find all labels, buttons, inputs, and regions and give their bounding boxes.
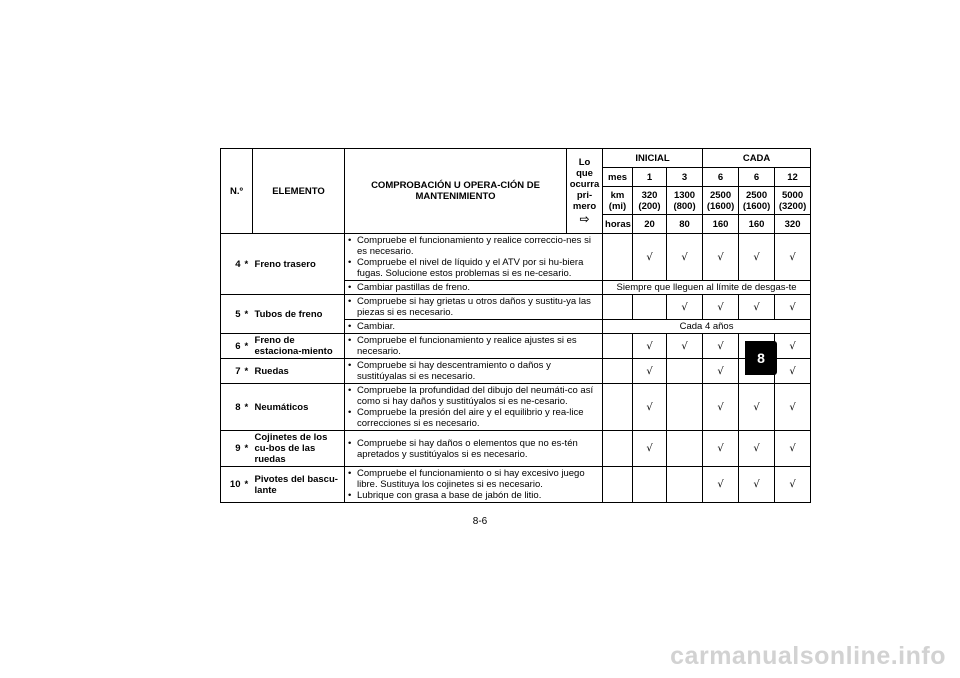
check-mark: √ [703, 295, 739, 320]
check-list [347, 385, 600, 429]
check-mark: √ [739, 384, 775, 431]
check-item: • Compruebe la presión del aire y el equilibrio y rea-lice correcciones si es necesario. [347, 407, 600, 429]
check-item: • Compruebe la profundidad del dibujo del neumáti-co así como si hay daños y sustitúyalos si es ne-cesario. [347, 385, 600, 407]
unit-label: horas [603, 215, 633, 234]
check-list [347, 468, 600, 501]
check-list [347, 282, 600, 293]
check-description [345, 384, 603, 431]
table-row [221, 467, 811, 503]
table-body [221, 234, 811, 503]
check-item: • Compruebe el nivel de líquido y el ATV por si hu-biera fugas. Solucione estos problemas si es ne-cesario. [347, 257, 600, 279]
table-row [221, 334, 811, 359]
check-mark: √ [775, 234, 811, 281]
unit-spacer-cell [603, 467, 633, 503]
interval-value: 1 [633, 168, 667, 187]
unit-spacer-cell [603, 359, 633, 384]
check-list [347, 360, 600, 382]
empty-cell [667, 384, 703, 431]
check-mark: √ [633, 359, 667, 384]
check-mark: √ [703, 234, 739, 281]
empty-cell [667, 431, 703, 467]
asterisk-mark: * [243, 384, 253, 431]
check-item: • Cambiar. [347, 321, 600, 332]
check-mark: √ [739, 295, 775, 320]
asterisk-mark: * [243, 295, 253, 334]
header-item: ELEMENTO [253, 149, 345, 234]
interval-value: 6 [739, 168, 775, 187]
check-description [345, 334, 603, 359]
check-item: • Cambiar pastillas de freno. [347, 282, 600, 293]
check-item: • Compruebe si hay grietas u otros daños y sustitu-ya las piezas si es necesario. [347, 296, 600, 318]
header-check-label: COMPROBACIÓN U OPERA-CIÓN DE MANTENIMIENTO [371, 180, 540, 202]
table-row [221, 295, 811, 320]
table-row [221, 234, 811, 281]
check-mark: √ [667, 234, 703, 281]
item-name: Freno de estaciona-miento [253, 334, 345, 359]
check-mark: √ [775, 359, 811, 384]
empty-cell [633, 467, 667, 503]
watermark-logo: carmanualsonline.info [670, 642, 946, 670]
item-number: 4 [221, 234, 243, 295]
interval-value: 6 [703, 168, 739, 187]
asterisk-mark: * [243, 467, 253, 503]
interval-value: 20 [633, 215, 667, 234]
check-mark: √ [703, 467, 739, 503]
item-name: Ruedas [253, 359, 345, 384]
table-row [221, 431, 811, 467]
header-check [345, 149, 567, 234]
check-list [347, 335, 600, 357]
check-item: • Compruebe el funcionamiento y realice correccio-nes si es necesario. [347, 235, 600, 257]
interval-value: 1300 (800) [667, 187, 703, 215]
check-mark: √ [775, 334, 811, 359]
empty-cell [633, 295, 667, 320]
asterisk-mark: * [243, 359, 253, 384]
item-number: 7 [221, 359, 243, 384]
interval-note: Cada 4 años [603, 320, 811, 334]
check-mark: √ [633, 384, 667, 431]
table-header [221, 149, 811, 234]
check-mark: √ [703, 359, 739, 384]
check-description [345, 359, 603, 384]
check-mark: √ [703, 334, 739, 359]
interval-value: 160 [739, 215, 775, 234]
check-mark: √ [775, 431, 811, 467]
unit-spacer-cell [603, 384, 633, 431]
item-number: 9 [221, 431, 243, 467]
interval-value: 80 [667, 215, 703, 234]
check-item: • Compruebe si hay descentramiento o daños y sustitúyalas si es necesario. [347, 360, 600, 382]
chapter-tab: 8 [745, 341, 777, 375]
header-no: N.º [221, 149, 253, 234]
check-description [345, 295, 603, 320]
interval-value: 3 [667, 168, 703, 187]
check-mark: √ [775, 384, 811, 431]
item-name: Cojinetes de los cu-bos de las ruedas [253, 431, 345, 467]
asterisk-mark: * [243, 334, 253, 359]
unit-spacer-cell [603, 234, 633, 281]
table-row [221, 359, 811, 384]
check-item: • Compruebe el funcionamiento y realice ajustes si es necesario. [347, 335, 600, 357]
unit-spacer-cell [603, 431, 633, 467]
check-list [347, 235, 600, 279]
check-mark: √ [775, 467, 811, 503]
page-number: 8-6 [472, 516, 488, 527]
item-number: 6 [221, 334, 243, 359]
interval-value: 320 (200) [633, 187, 667, 215]
asterisk-mark: * [243, 431, 253, 467]
header-every: CADA [703, 149, 811, 168]
check-mark: √ [739, 431, 775, 467]
item-name: Tubos de freno [253, 295, 345, 334]
interval-value: 2500 (1600) [703, 187, 739, 215]
unit-label: mes [603, 168, 633, 187]
right-arrow-icon: ⇨ [579, 211, 590, 226]
check-mark: √ [633, 431, 667, 467]
header-whichever-first [567, 149, 603, 234]
asterisk-mark: * [243, 234, 253, 295]
check-mark: √ [739, 234, 775, 281]
check-list [347, 321, 600, 332]
check-mark: √ [667, 295, 703, 320]
check-list [347, 438, 600, 460]
check-mark: √ [633, 234, 667, 281]
interval-value: 12 [775, 168, 811, 187]
item-name: Pivotes del bascu-lante [253, 467, 345, 503]
table-row [221, 384, 811, 431]
item-number: 5 [221, 295, 243, 334]
unit-spacer-cell [603, 334, 633, 359]
check-item: • Compruebe el funcionamiento o si hay excesivo juego libre. Sustituya los cojinetes si es necesario. [347, 468, 600, 490]
check-description [345, 234, 603, 281]
check-description [345, 467, 603, 503]
interval-value: 2500 (1600) [739, 187, 775, 215]
whichever-first-label: Lo que ocurra pri-mero [569, 156, 600, 212]
check-description [345, 281, 603, 295]
item-name: Freno trasero [253, 234, 345, 295]
item-name: Neumáticos [253, 384, 345, 431]
check-mark: √ [667, 334, 703, 359]
interval-value: 320 [775, 215, 811, 234]
unit-label: km (mi) [603, 187, 633, 215]
header-initial: INICIAL [603, 149, 703, 168]
empty-cell [667, 359, 703, 384]
item-number: 8 [221, 384, 243, 431]
interval-value: 5000 (3200) [775, 187, 811, 215]
item-number: 10 [221, 467, 243, 503]
check-item: • Lubrique con grasa a base de jabón de litio. [347, 490, 600, 501]
check-description [345, 431, 603, 467]
maintenance-table [220, 148, 811, 503]
check-item: • Compruebe si hay daños o elementos que no es-tén apretados y sustitúyalos si es necesario. [347, 438, 600, 460]
check-mark: √ [739, 467, 775, 503]
check-mark: √ [633, 334, 667, 359]
check-list [347, 296, 600, 318]
check-mark: √ [775, 295, 811, 320]
interval-value: 160 [703, 215, 739, 234]
interval-note: Siempre que lleguen al límite de desgas-te [603, 281, 811, 295]
check-mark: √ [703, 384, 739, 431]
check-mark: √ [703, 431, 739, 467]
unit-spacer-cell [603, 295, 633, 320]
check-description [345, 320, 603, 334]
empty-cell [667, 467, 703, 503]
